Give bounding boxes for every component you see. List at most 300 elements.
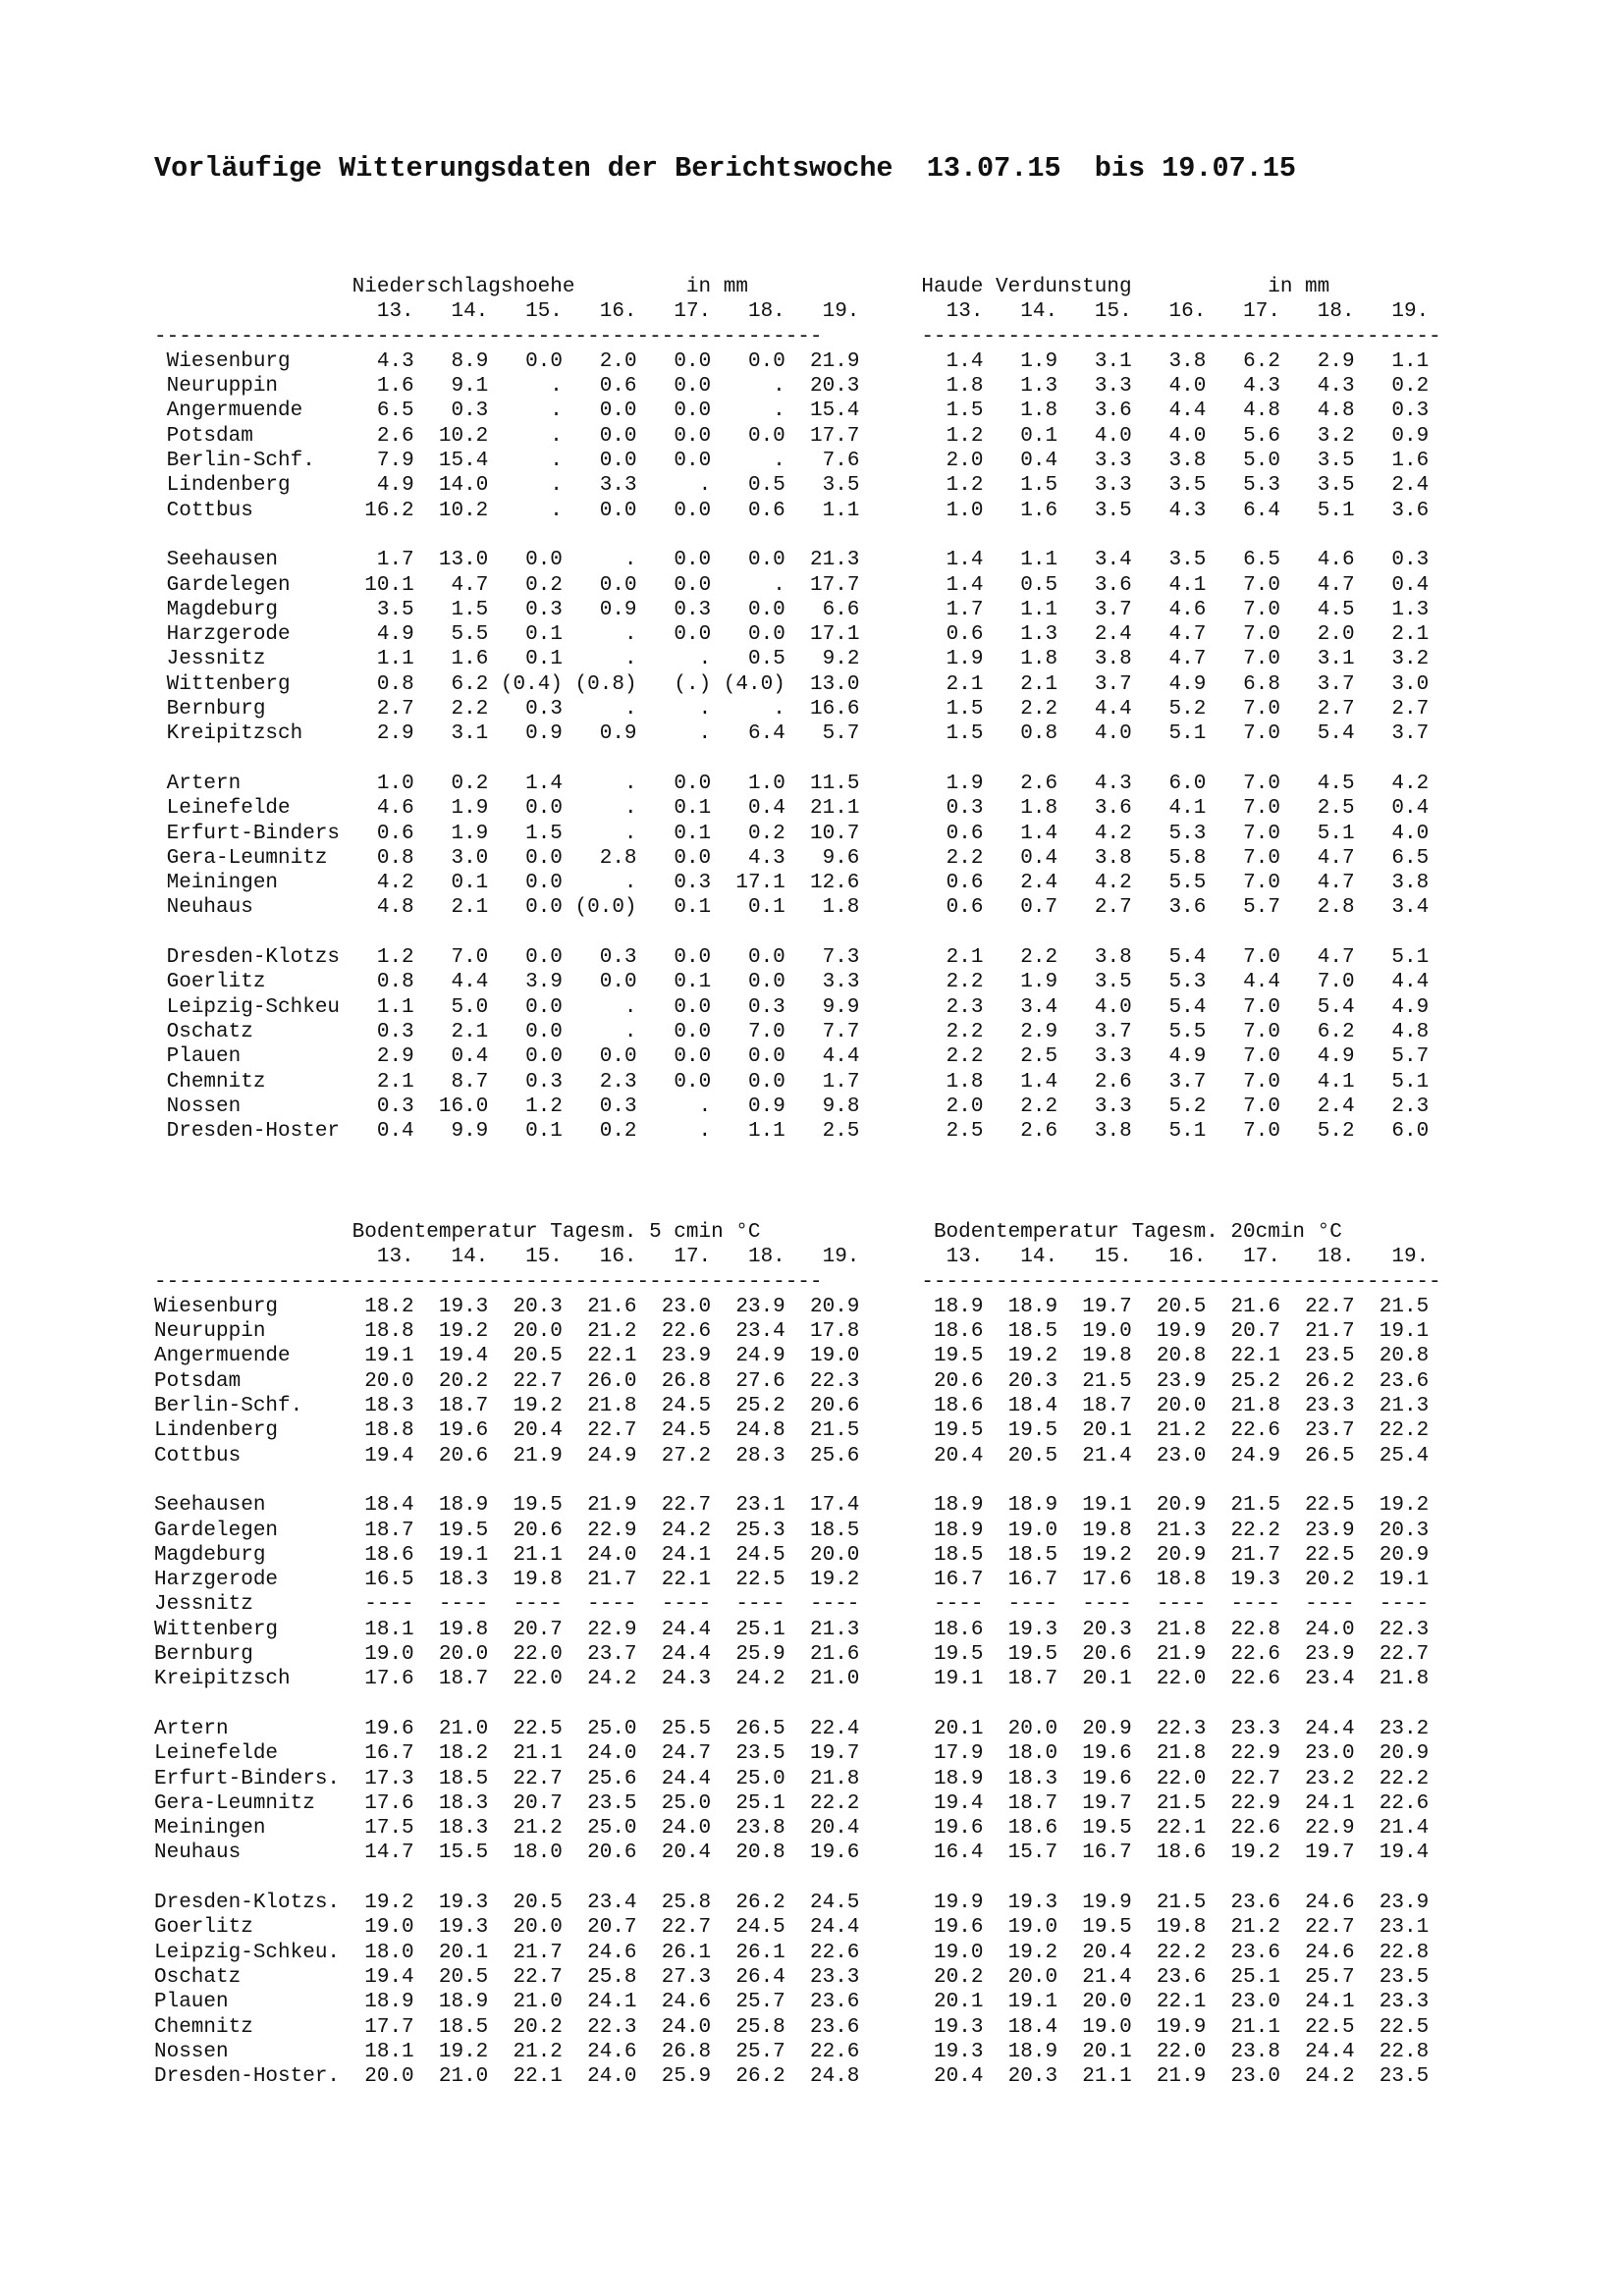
value-cell: 4.4: [1057, 698, 1132, 721]
value-cell: 23.7: [562, 1643, 637, 1667]
value-cell: 23.6: [784, 1991, 860, 2014]
value-cell: 7.0: [1279, 971, 1355, 994]
value-cell: 3.5: [1131, 549, 1207, 572]
value-cell: 0.3: [413, 400, 489, 423]
value-cell: 19.5: [1057, 1916, 1132, 1940]
station-name: Harzgerode: [166, 623, 291, 647]
value-cell: 0.3: [908, 797, 984, 821]
value-cell: 22.5: [1279, 1494, 1355, 1518]
value-cell: 20.0: [413, 1643, 489, 1667]
value-cell: 18.9: [983, 1295, 1058, 1318]
value-cell: 19.2: [784, 1569, 860, 1592]
value-cell: 25.7: [711, 1991, 785, 2014]
value-cell: 7.9: [340, 450, 414, 473]
value-cell: 22.7: [1206, 1767, 1280, 1790]
value-cell: 1.5: [983, 474, 1058, 498]
value-cell: 21.5: [784, 1419, 860, 1443]
value-cell: 18.7: [1057, 1395, 1132, 1418]
value-cell: 20.7: [562, 1916, 637, 1940]
value-cell: 1.4: [908, 349, 984, 373]
group-spacer: [154, 1692, 1441, 1717]
table-row: [154, 822, 1441, 846]
value-cell: 0.0: [636, 424, 712, 448]
table-row: [154, 1642, 1441, 1667]
value-cell: 20.9: [784, 1295, 860, 1318]
value-cell: 0.6: [908, 822, 984, 845]
value-cell: 3.7: [1057, 672, 1132, 696]
value-cell: 18.8: [1131, 1569, 1207, 1592]
value-cell: 18.6: [1131, 1842, 1207, 1865]
value-cell: 6.8: [1206, 672, 1280, 696]
value-cell: 22.2: [1354, 1419, 1430, 1443]
value-cell: 2.8: [562, 846, 637, 870]
value-cell: 0.0: [636, 995, 712, 1019]
value-cell: 21.7: [1206, 1543, 1280, 1567]
value-cell: 1.3: [983, 623, 1058, 647]
value-cell: 2.2: [908, 1020, 984, 1043]
value-cell: 2.0: [908, 1095, 984, 1118]
value-cell: 18.5: [983, 1320, 1058, 1344]
day-header: 14.: [413, 300, 489, 324]
value-cell: 6.5: [340, 400, 414, 423]
value-cell: 4.7: [1279, 872, 1355, 895]
value-cell: 0.0: [488, 549, 563, 572]
value-cell: 5.8: [1131, 846, 1207, 870]
value-cell: .: [562, 648, 637, 671]
value-cell: 21.8: [1131, 1618, 1207, 1641]
station-name: Angermuende: [154, 1345, 291, 1368]
value-cell: 2.3: [1354, 1095, 1430, 1118]
value-cell: 1.5: [413, 598, 489, 621]
value-cell: 22.0: [1131, 1668, 1207, 1691]
value-cell: 26.1: [636, 1941, 712, 1964]
value-cell: 0.2: [562, 1120, 637, 1144]
table-row: [154, 995, 1441, 1020]
value-cell: 2.8: [1279, 896, 1355, 920]
value-cell: 5.1: [1279, 499, 1355, 522]
value-cell: 3.7: [1131, 1070, 1207, 1094]
value-cell: 3.1: [413, 722, 489, 746]
table-row: [154, 1295, 1441, 1319]
value-cell: (0.0): [562, 896, 637, 920]
value-cell: 20.4: [488, 1419, 563, 1443]
value-cell: 10.1: [340, 573, 414, 597]
value-cell: 5.4: [1131, 946, 1207, 970]
table-row: [154, 1941, 1441, 1965]
value-cell: 8.9: [413, 349, 489, 373]
left-block-heading: Niederschlagshoehe: [352, 276, 575, 298]
value-cell: .: [636, 1120, 712, 1144]
value-cell: 7.0: [1206, 772, 1280, 795]
value-cell: ----: [983, 1593, 1058, 1617]
value-cell: 20.0: [1131, 1395, 1207, 1418]
value-cell: 5.4: [1131, 995, 1207, 1019]
value-cell: 15.7: [983, 1842, 1058, 1865]
value-cell: 1.8: [983, 400, 1058, 423]
value-cell: 6.0: [1354, 1120, 1430, 1144]
value-cell: 21.5: [1131, 1892, 1207, 1915]
value-cell: 24.0: [562, 1742, 637, 1766]
value-cell: 2.2: [908, 1045, 984, 1069]
value-cell: 21.6: [1206, 1295, 1280, 1318]
value-cell: 22.6: [1206, 1419, 1280, 1443]
value-cell: 24.6: [562, 1941, 637, 1964]
value-cell: 0.0: [711, 1045, 785, 1069]
value-cell: ----: [1354, 1593, 1430, 1617]
table-row: [154, 1070, 1441, 1095]
value-cell: 20.4: [908, 2065, 984, 2089]
value-cell: 18.9: [908, 1295, 984, 1318]
value-cell: 22.6: [636, 1320, 712, 1344]
day-header: 18.: [711, 300, 785, 324]
value-cell: ----: [784, 1593, 860, 1617]
value-cell: 22.7: [488, 1369, 563, 1393]
value-cell: 0.0: [711, 971, 785, 994]
value-cell: 23.9: [1131, 1369, 1207, 1393]
value-cell: 4.0: [1057, 424, 1132, 448]
value-cell: 25.1: [711, 1618, 785, 1641]
value-cell: 23.4: [1279, 1668, 1355, 1691]
value-cell: 22.8: [1354, 1941, 1430, 1964]
value-cell: 22.5: [1354, 2015, 1430, 2039]
value-cell: 19.6: [1057, 1767, 1132, 1790]
value-cell: 22.7: [1354, 1643, 1430, 1667]
station-name: Neuhaus: [166, 896, 253, 920]
value-cell: 2.0: [1279, 623, 1355, 647]
value-cell: 18.6: [908, 1395, 984, 1418]
value-cell: 23.8: [711, 1817, 785, 1841]
value-cell: 17.9: [908, 1742, 984, 1766]
value-cell: 23.6: [1206, 1892, 1280, 1915]
day-header: 17.: [636, 300, 712, 324]
value-cell: 17.7: [340, 2015, 414, 2039]
value-cell: 19.1: [908, 1668, 984, 1691]
table-row: [154, 697, 1441, 721]
value-cell: 21.2: [1206, 1916, 1280, 1940]
value-cell: 19.5: [908, 1643, 984, 1667]
value-cell: 0.4: [1354, 797, 1430, 821]
station-name: Wiesenburg: [154, 1295, 279, 1318]
table-row: [154, 1891, 1441, 1915]
value-cell: 3.5: [1279, 450, 1355, 473]
value-cell: 26.5: [711, 1717, 785, 1740]
value-cell: 20.6: [1057, 1643, 1132, 1667]
value-cell: 24.4: [1279, 1717, 1355, 1740]
value-cell: 21.1: [1206, 2015, 1280, 2039]
value-cell: 18.9: [908, 1519, 984, 1542]
value-cell: 2.5: [1279, 797, 1355, 821]
value-cell: 0.0: [711, 946, 785, 970]
table-row: [154, 399, 1441, 423]
value-cell: 17.3: [340, 1767, 414, 1790]
value-cell: .: [711, 698, 785, 721]
value-cell: 7.0: [1206, 872, 1280, 895]
value-cell: 21.0: [784, 1668, 860, 1691]
value-cell: 5.1: [1131, 722, 1207, 746]
table-row: [154, 1618, 1441, 1642]
value-cell: 20.0: [488, 1916, 563, 1940]
value-cell: 24.8: [711, 1419, 785, 1443]
value-cell: .: [488, 424, 563, 448]
value-cell: 0.0: [562, 424, 637, 448]
value-cell: 19.0: [1057, 1320, 1132, 1344]
value-cell: 18.9: [908, 1767, 984, 1790]
value-cell: 20.2: [413, 1369, 489, 1393]
value-cell: 1.0: [908, 499, 984, 522]
value-cell: 26.8: [636, 1369, 712, 1393]
value-cell: 23.9: [636, 1345, 712, 1368]
value-cell: 18.6: [908, 1320, 984, 1344]
value-cell: 4.4: [413, 971, 489, 994]
value-cell: 4.1: [1131, 573, 1207, 597]
value-cell: 3.3: [1057, 1045, 1132, 1069]
value-cell: 24.5: [711, 1916, 785, 1940]
value-cell: 25.6: [784, 1444, 860, 1468]
table-row: [154, 1519, 1441, 1543]
value-cell: 23.2: [1354, 1717, 1430, 1740]
value-cell: 25.2: [711, 1395, 785, 1418]
value-cell: 3.7: [1354, 722, 1430, 746]
value-cell: 7.0: [1206, 698, 1280, 721]
value-cell: 0.0: [488, 946, 563, 970]
value-cell: 23.0: [1279, 1742, 1355, 1766]
value-cell: 19.3: [908, 2040, 984, 2063]
value-cell: 24.6: [636, 1991, 712, 2014]
value-cell: 16.6: [784, 698, 860, 721]
value-cell: 18.7: [340, 1519, 414, 1542]
value-cell: 5.7: [1354, 1045, 1430, 1069]
value-cell: 0.0: [636, 623, 712, 647]
value-cell: 22.9: [1206, 1742, 1280, 1766]
value-cell: 4.3: [1057, 772, 1132, 795]
value-cell: 25.9: [711, 1643, 785, 1667]
value-cell: 25.3: [711, 1519, 785, 1542]
value-cell: 24.5: [636, 1419, 712, 1443]
value-cell: 0.8: [983, 722, 1058, 746]
station-name: Cottbus: [166, 499, 253, 522]
station-name: Meiningen: [166, 872, 279, 895]
station-name: Dresden-Hoster.: [154, 2065, 341, 2089]
value-cell: 2.7: [340, 698, 414, 721]
value-cell: 21.4: [1057, 1444, 1132, 1468]
value-cell: 0.2: [488, 573, 563, 597]
station-name: Magdeburg: [154, 1543, 266, 1567]
value-cell: 4.8: [1279, 400, 1355, 423]
value-cell: ----: [1206, 1593, 1280, 1617]
value-cell: 3.6: [1354, 499, 1430, 522]
station-name: Potsdam: [166, 424, 253, 448]
value-cell: 22.0: [488, 1668, 563, 1691]
table-row: [154, 1816, 1441, 1841]
value-cell: 5.1: [1354, 1070, 1430, 1094]
value-cell: 19.3: [413, 1892, 489, 1915]
value-cell: 2.2: [413, 698, 489, 721]
value-cell: 22.6: [784, 1941, 860, 1964]
value-cell: 19.0: [340, 1643, 414, 1667]
table-row: [154, 2015, 1441, 2040]
value-cell: 4.1: [1279, 1070, 1355, 1094]
value-cell: 5.1: [1354, 946, 1430, 970]
value-cell: 21.0: [488, 1991, 563, 2014]
value-cell: 19.2: [340, 1892, 414, 1915]
value-cell: 22.2: [784, 1791, 860, 1815]
station-name: Potsdam: [154, 1369, 242, 1393]
value-cell: 1.4: [488, 772, 563, 795]
value-cell: 20.5: [1131, 1295, 1207, 1318]
value-cell: 24.2: [711, 1668, 785, 1691]
table-row: [154, 598, 1441, 622]
station-name: Dresden-Hoster: [166, 1120, 341, 1144]
value-cell: 2.0: [562, 349, 637, 373]
value-cell: 23.8: [1206, 2040, 1280, 2063]
value-cell: 22.0: [488, 1643, 563, 1667]
value-cell: 3.5: [1131, 474, 1207, 498]
table-heading-row: [154, 1220, 1441, 1245]
value-cell: 1.6: [340, 375, 414, 399]
value-cell: 21.5: [1206, 1494, 1280, 1518]
value-cell: 24.2: [1279, 2065, 1355, 2089]
day-header: 17.: [636, 1246, 712, 1269]
value-cell: 3.7: [1279, 672, 1355, 696]
value-cell: 4.7: [1131, 623, 1207, 647]
value-cell: 19.1: [413, 1543, 489, 1567]
value-cell: 23.9: [711, 1295, 785, 1318]
value-cell: 1.0: [711, 772, 785, 795]
value-cell: 19.4: [340, 1965, 414, 1989]
value-cell: 20.0: [340, 1369, 414, 1393]
value-cell: 1.9: [983, 971, 1058, 994]
value-cell: 0.0: [488, 896, 563, 920]
table-row: [154, 1095, 1441, 1119]
value-cell: 3.6: [1057, 797, 1132, 821]
value-cell: 10.2: [413, 499, 489, 522]
station-name: Cottbus: [154, 1444, 242, 1468]
value-cell: 19.5: [983, 1419, 1058, 1443]
value-cell: 22.2: [1206, 1519, 1280, 1542]
group-spacer: [154, 1468, 1441, 1493]
value-cell: 5.3: [1206, 474, 1280, 498]
value-cell: 2.1: [908, 946, 984, 970]
value-cell: 19.9: [1131, 1320, 1207, 1344]
value-cell: 0.3: [562, 1095, 637, 1118]
value-cell: 4.8: [1206, 400, 1280, 423]
value-cell: 25.1: [711, 1791, 785, 1815]
value-cell: .: [636, 698, 712, 721]
value-cell: .: [488, 400, 563, 423]
table-row: [154, 1791, 1441, 1816]
value-cell: 20.2: [908, 1965, 984, 1989]
value-cell: 9.9: [784, 995, 860, 1019]
value-cell: 15.4: [784, 400, 860, 423]
day-header: 15.: [488, 300, 563, 324]
station-name: Lindenberg: [154, 1419, 279, 1443]
value-cell: 6.2: [413, 672, 489, 696]
station-name: Leipzig-Schkeu.: [154, 1941, 341, 1964]
value-cell: 2.1: [1354, 623, 1430, 647]
value-cell: 19.2: [1354, 1494, 1430, 1518]
table-row: [154, 1841, 1441, 1865]
value-cell: 1.1: [1354, 349, 1430, 373]
value-cell: 22.9: [1206, 1791, 1280, 1815]
value-cell: 13.0: [413, 549, 489, 572]
value-cell: 4.7: [1279, 946, 1355, 970]
precipitation-evaporation-table: [154, 275, 1441, 1144]
value-cell: 11.5: [784, 772, 860, 795]
table-row: [154, 1990, 1441, 2014]
value-cell: 20.6: [784, 1395, 860, 1418]
value-cell: 23.5: [562, 1791, 637, 1815]
station-name: Wittenberg: [166, 672, 291, 696]
value-cell: 3.2: [1279, 424, 1355, 448]
value-cell: (4.0): [711, 672, 785, 696]
value-cell: 2.1: [413, 896, 489, 920]
value-cell: .: [562, 623, 637, 647]
value-cell: 0.3: [636, 598, 712, 621]
value-cell: 18.4: [340, 1494, 414, 1518]
value-cell: 0.0: [636, 349, 712, 373]
value-cell: 1.5: [908, 722, 984, 746]
value-cell: 2.9: [983, 1020, 1058, 1043]
value-cell: 7.0: [1206, 623, 1280, 647]
value-cell: 18.6: [340, 1543, 414, 1567]
value-cell: 23.3: [1354, 1991, 1430, 2014]
value-cell: 19.4: [413, 1345, 489, 1368]
day-header: 15.: [1057, 1246, 1132, 1269]
value-cell: .: [636, 648, 712, 671]
day-header: 17.: [1206, 1246, 1280, 1269]
value-cell: 0.0: [488, 995, 563, 1019]
table-row: [154, 2064, 1441, 2089]
value-cell: 0.9: [711, 1095, 785, 1118]
table-row: [154, 647, 1441, 671]
value-cell: 4.4: [1354, 971, 1430, 994]
station-name: Gardelegen: [154, 1519, 279, 1542]
value-cell: 17.7: [784, 424, 860, 448]
value-cell: 4.0: [1131, 375, 1207, 399]
value-cell: 24.4: [784, 1916, 860, 1940]
value-cell: 24.6: [562, 2040, 637, 2063]
value-cell: 7.0: [1206, 797, 1280, 821]
value-cell: 2.1: [908, 672, 984, 696]
value-cell: 0.6: [711, 499, 785, 522]
left-block-unit: in °C: [698, 1221, 761, 1244]
day-header: 17.: [1206, 300, 1280, 324]
value-cell: 18.2: [340, 1295, 414, 1318]
value-cell: 27.3: [636, 1965, 712, 1989]
value-cell: 4.2: [340, 872, 414, 895]
value-cell: 0.0: [711, 623, 785, 647]
day-header: 15.: [1057, 300, 1132, 324]
value-cell: 24.1: [636, 1543, 712, 1567]
value-cell: 21.8: [1206, 1395, 1280, 1418]
station-name: Goerlitz: [166, 971, 266, 994]
group-spacer: [154, 1866, 1441, 1891]
table-row: [154, 424, 1441, 449]
value-cell: 3.8: [1057, 1120, 1132, 1144]
value-cell: 4.0: [1057, 995, 1132, 1019]
value-cell: 19.2: [488, 1395, 563, 1418]
value-cell: 1.7: [908, 598, 984, 621]
value-cell: 1.4: [908, 549, 984, 572]
value-cell: 19.1: [1354, 1569, 1430, 1592]
value-cell: 19.5: [983, 1643, 1058, 1667]
value-cell: 21.5: [1131, 1791, 1207, 1815]
value-cell: 26.1: [711, 1941, 785, 1964]
value-cell: 2.6: [1057, 1070, 1132, 1094]
value-cell: 21.9: [488, 1444, 563, 1468]
value-cell: 5.3: [1131, 971, 1207, 994]
value-cell: 21.2: [1131, 1419, 1207, 1443]
